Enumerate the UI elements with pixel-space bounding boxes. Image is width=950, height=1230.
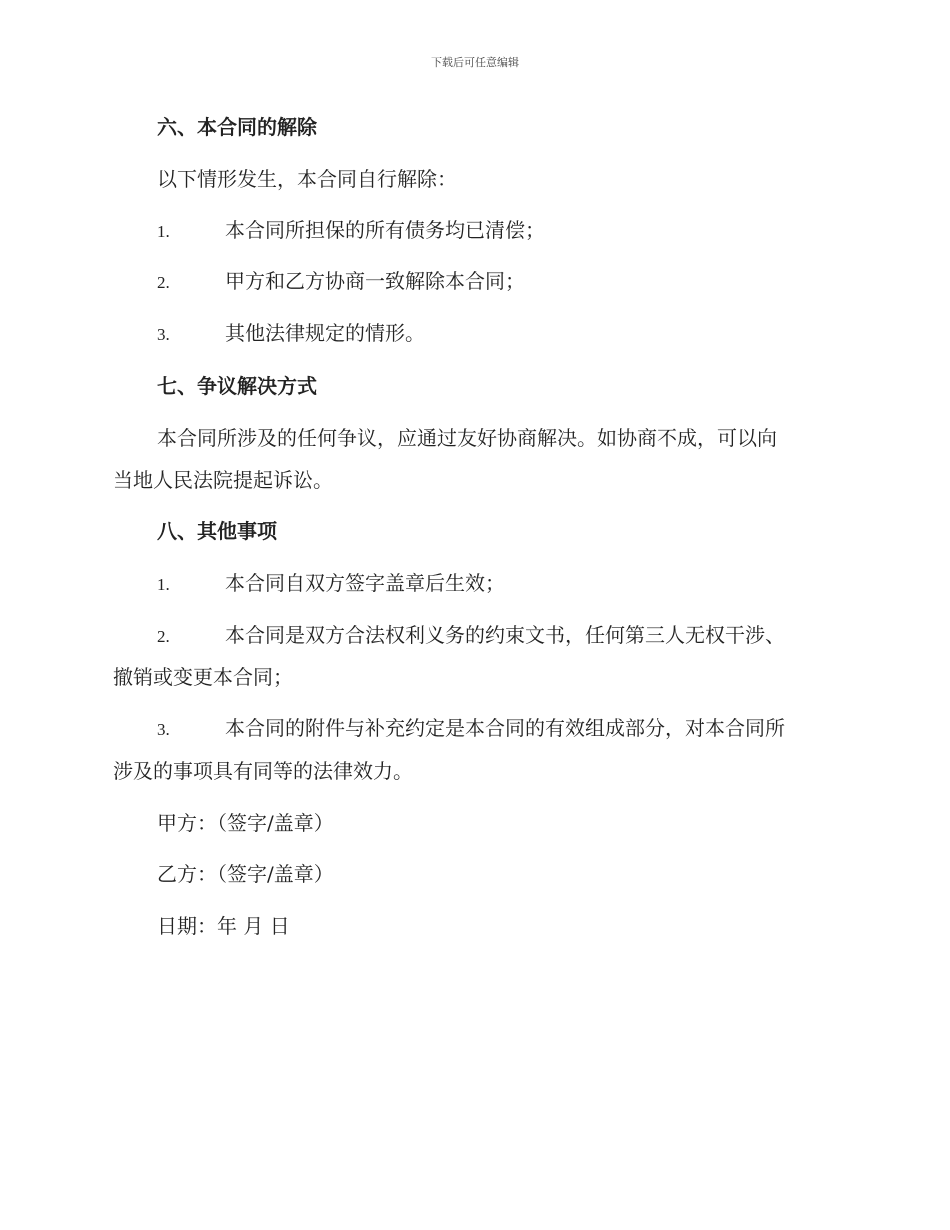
item-number: 2. (157, 273, 170, 292)
item-text: 甲方和乙方协商一致解除本合同； (225, 269, 525, 293)
item-number: 3. (157, 325, 170, 344)
item-text: 其他法律规定的情形。 (225, 321, 425, 345)
item-text: 本合同是双方合法权利义务的约束文书，任何第三人无权干涉、 (225, 623, 785, 647)
item-text: 本合同的附件与补充约定是本合同的有效组成部分，对本合同所 (225, 716, 785, 740)
item-number: 3. (157, 720, 170, 739)
item-continuation: 撤销或变更本合同； (113, 665, 293, 689)
section-heading-6: 六、本合同的解除 (157, 115, 317, 139)
item-number: 1. (157, 575, 170, 594)
party-b-signature: 乙方：（签字/盖章） (157, 862, 334, 886)
section-7-paragraph-line-2: 当地人民法院提起诉讼。 (113, 468, 333, 492)
item-number: 2. (157, 627, 170, 646)
page-header: 下载后可任意编辑 (431, 56, 519, 69)
item-text: 本合同所担保的所有债务均已清偿； (225, 218, 545, 242)
item-text: 本合同自双方签字盖章后生效； (225, 571, 505, 595)
section-heading-7: 七、争议解决方式 (157, 374, 317, 398)
section-6-intro: 以下情形发生，本合同自行解除： (157, 167, 457, 191)
party-a-signature: 甲方：（签字/盖章） (157, 811, 334, 835)
item-continuation: 涉及的事项具有同等的法律效力。 (113, 759, 413, 783)
section-heading-8: 八、其他事项 (157, 519, 277, 543)
item-number: 1. (157, 222, 170, 241)
section-7-paragraph-line-1: 本合同所涉及的任何争议，应通过友好协商解决。如协商不成，可以向 (157, 426, 777, 450)
signature-date: 日期：年 月 日 (157, 914, 290, 938)
